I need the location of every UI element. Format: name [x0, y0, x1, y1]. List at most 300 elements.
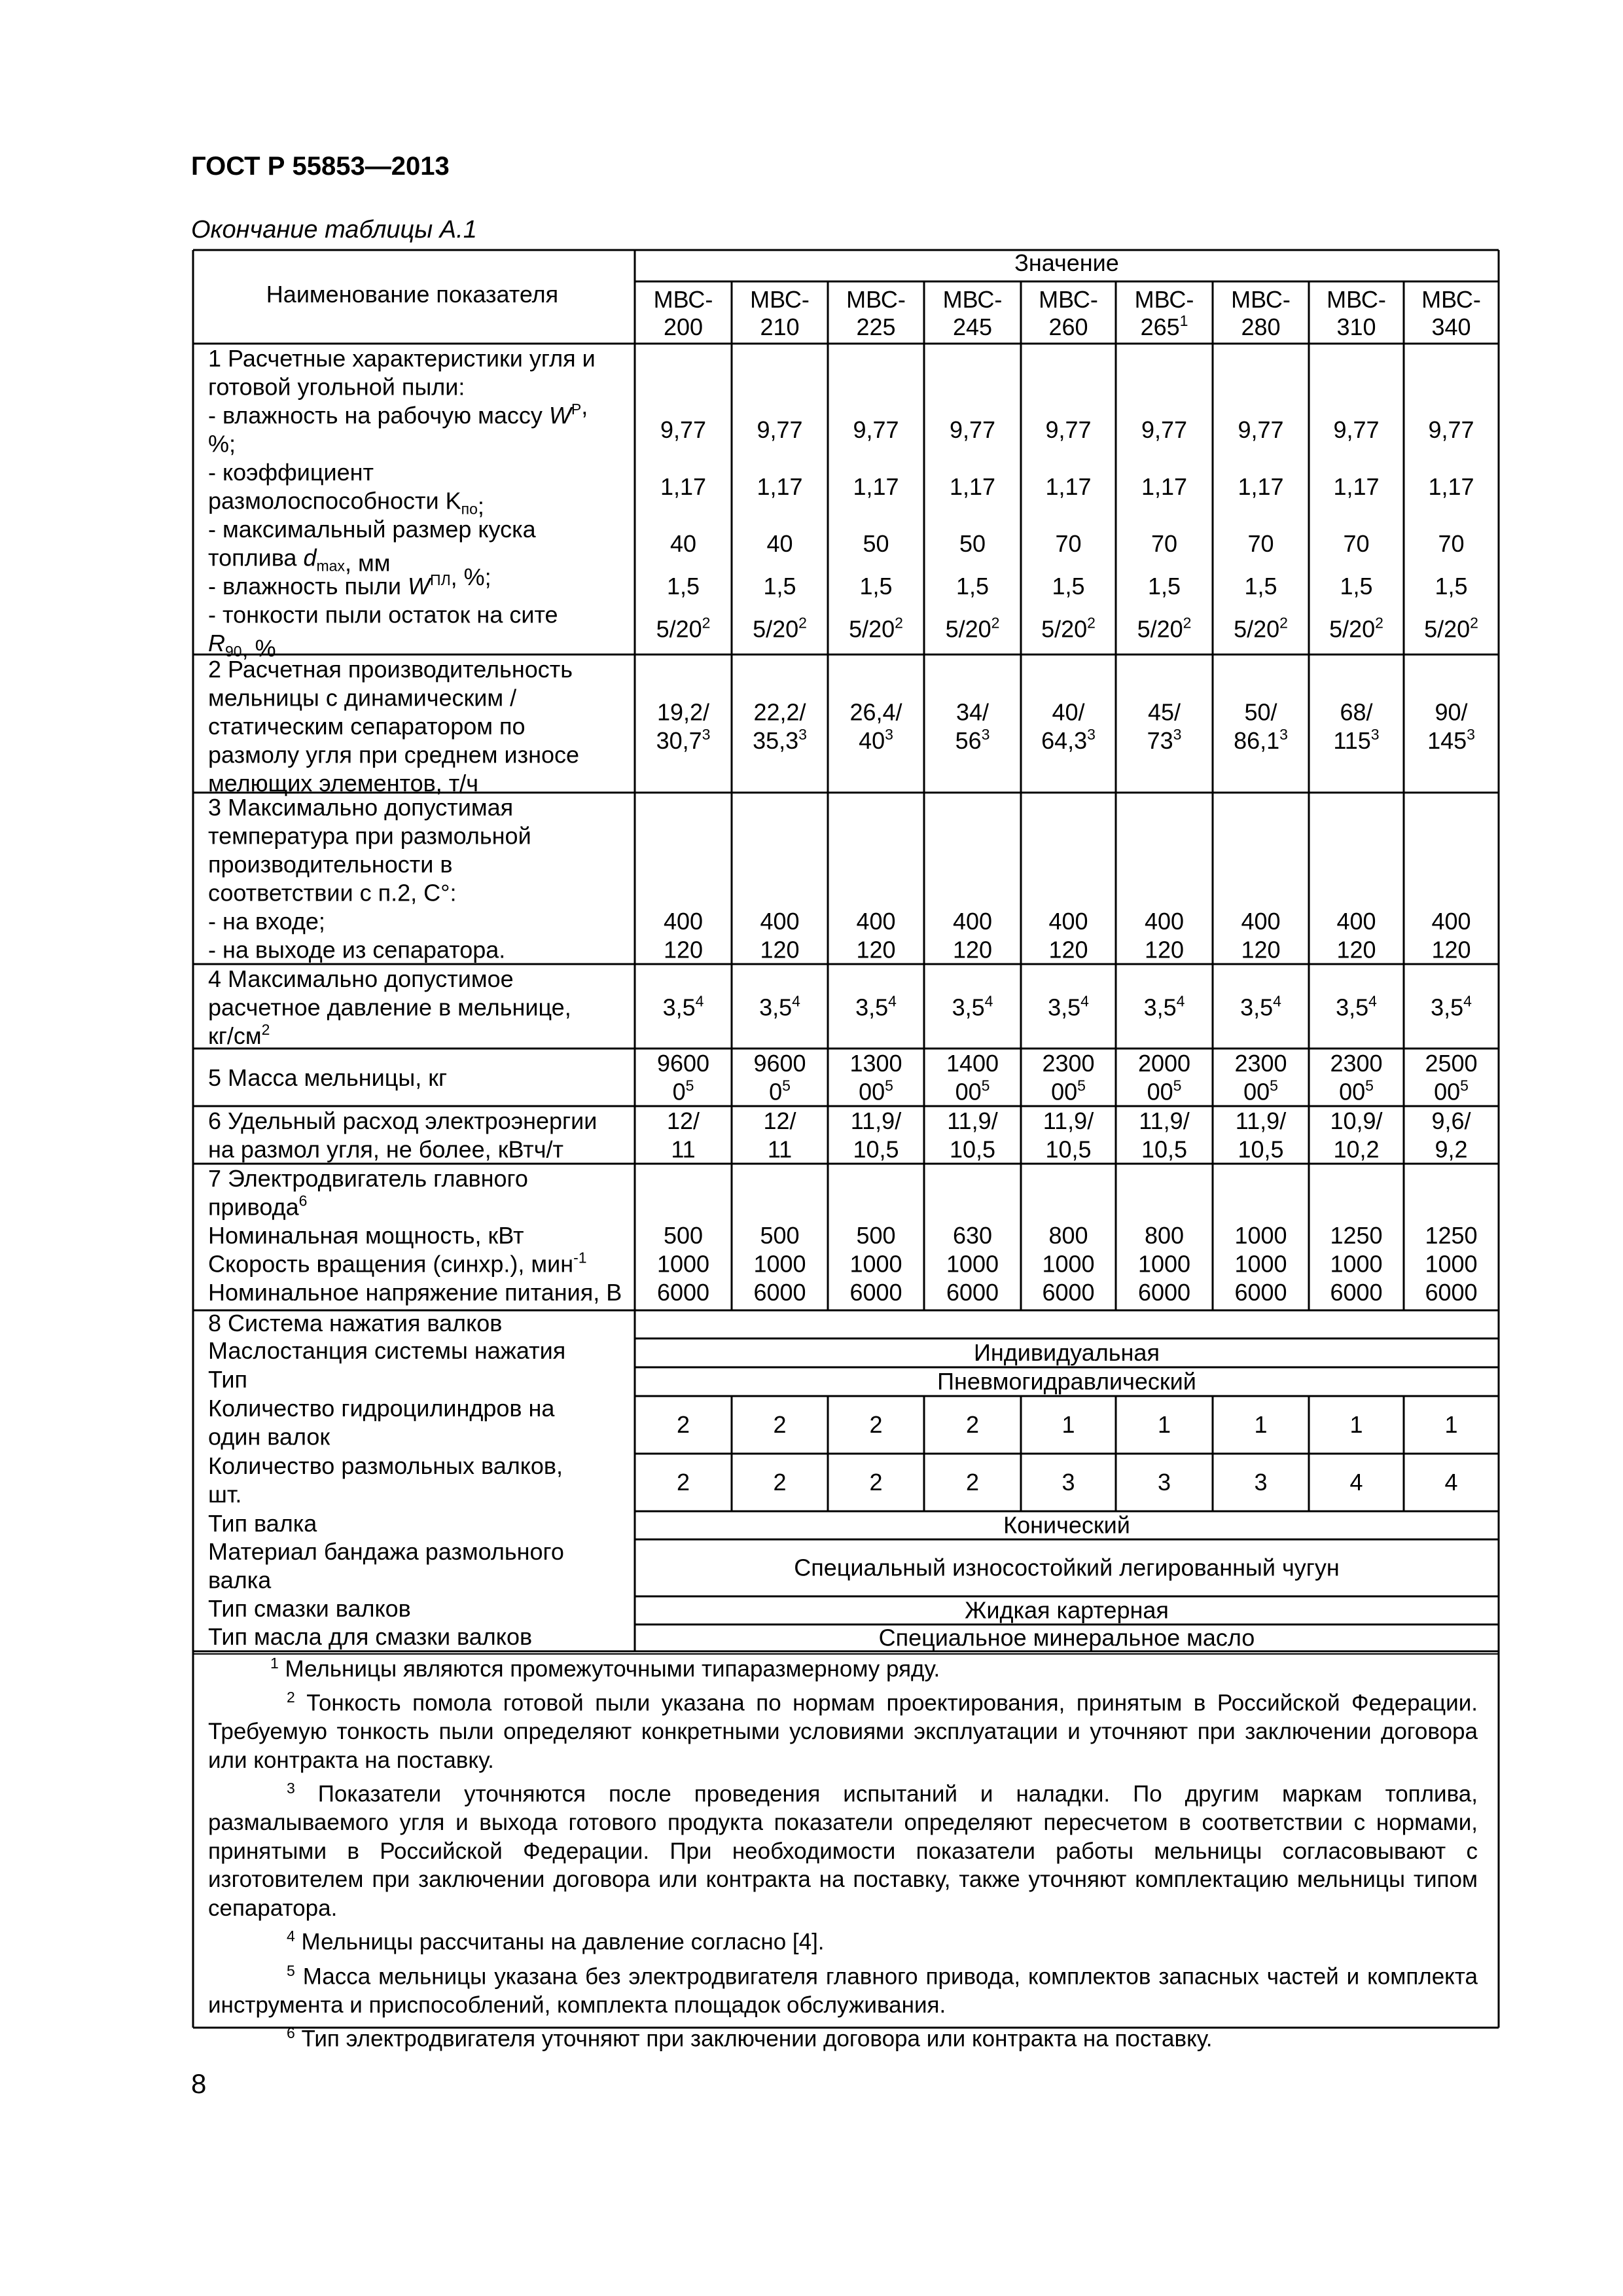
value-cell: 2 — [676, 1411, 690, 1438]
model-header-number: 340 — [1431, 314, 1471, 340]
model-header-number: 245 — [952, 314, 993, 340]
value-cell: 6000 — [1330, 1279, 1383, 1306]
label-fragment: 1 Расчетные характеристики угля и — [208, 345, 596, 372]
row-label-line — [208, 516, 537, 543]
value-cell: 6000 — [1425, 1279, 1478, 1306]
value-cell: $3,5^4$ — [759, 992, 800, 1021]
row-label-line — [208, 823, 531, 850]
value-cell: $40^3$ — [859, 725, 893, 754]
value-cell: 1000 — [753, 1250, 806, 1278]
model-header-number: 280 — [1241, 314, 1281, 340]
value-cell: 120 — [856, 936, 896, 963]
footnote-text: Масса мельницы указана без электродвигателя главного привода, комплектов запасных частей и комплекта инструмента и приспособлений, комплекта площадок обслуживания. — [208, 1964, 1478, 2018]
label-fragment: W — [408, 573, 431, 600]
label-fragment: 90 — [225, 643, 242, 660]
value-cell: 9,77 — [757, 416, 803, 443]
header-name-cell: Наименование показателя — [266, 281, 559, 308]
value-cell: 35,3$^3$ — [753, 725, 807, 754]
value-cell: $5/20^2$ — [753, 614, 807, 643]
label-fragment: , мм — [344, 549, 391, 577]
value-cell: $00^5$ — [1147, 1077, 1182, 1105]
value-cell: 400 — [663, 908, 704, 935]
value-cell: 1000 — [1330, 1250, 1383, 1278]
value-cell: 11,9/ — [947, 1107, 998, 1134]
footnote-2 — [208, 1683, 1478, 1774]
value-cell: 9,77 — [949, 416, 996, 443]
value-cell: 45/ — [1147, 698, 1181, 726]
value-cell: 120 — [952, 936, 993, 963]
value-cell: 1,17 — [949, 473, 996, 500]
value-cell: 9,77 — [1428, 416, 1474, 443]
footnote-marker: 6 — [287, 2024, 295, 2042]
value-cell: 10,2 — [1333, 1136, 1380, 1163]
footnote-3 — [208, 1774, 1478, 1922]
label-fragment: Р — [571, 401, 582, 418]
label-fragment: d — [303, 544, 317, 571]
row-label-line — [208, 345, 596, 372]
label-fragment: готовой угольной пыли: — [208, 373, 465, 401]
model-header-number: 200 — [663, 314, 704, 340]
value-cell: 2 — [965, 1469, 980, 1496]
value-cell: 4 — [1349, 1469, 1363, 1496]
value-cell: 1000 — [849, 1250, 902, 1278]
label-fragment: топлива — [208, 544, 304, 571]
value-cell: 3 — [1061, 1469, 1075, 1496]
footnotes — [208, 1649, 1478, 2053]
label-fragment: ПЛ — [430, 571, 451, 588]
value-cell: 3 — [1157, 1469, 1171, 1496]
value-cell: 9,6/ — [1431, 1107, 1471, 1134]
value-cell: 3 — [1254, 1469, 1268, 1496]
label-fragment: мельницы с динамическим / — [208, 684, 517, 711]
value-cell: $115^3$ — [1333, 725, 1380, 754]
label-fragment: Скорость вращения (синхр.), мин — [208, 1250, 574, 1278]
label-fragment: привода — [208, 1193, 299, 1221]
value-cell: 9,77 — [660, 416, 707, 443]
value-cell: 9,77 — [853, 416, 899, 443]
row-label-line — [208, 601, 558, 628]
model-header-number: 310 — [1336, 314, 1376, 340]
value-cell: 1000 — [1234, 1250, 1287, 1278]
model-header: МВС- — [750, 286, 810, 313]
row-label-line — [208, 1136, 563, 1163]
label-fragment: R — [208, 630, 225, 656]
label-fragment: , % — [241, 635, 276, 662]
value-cell: $00^5$ — [955, 1077, 990, 1105]
value-cell: 1,5 — [1052, 573, 1085, 600]
value-cell: 1,5 — [666, 573, 700, 600]
label-fragment: производительности в — [208, 851, 453, 878]
value-cell: 2300 — [1042, 1050, 1095, 1077]
value-cell: 2500 — [1425, 1050, 1478, 1077]
label-fragment: расчетное давление в мельнице, — [208, 994, 571, 1021]
footnote-marker: 1 — [270, 1655, 279, 1672]
value-cell: 630 — [952, 1222, 993, 1249]
label-fragment: %; — [208, 430, 236, 457]
footnote-6 — [208, 2019, 1478, 2053]
row-label-line — [208, 994, 571, 1021]
row-label-line — [208, 1021, 270, 1049]
value-cell: 9,77 — [1141, 416, 1188, 443]
label-fragment: статическим сепаратором по — [208, 713, 526, 740]
value-cell: $5/20^2$ — [656, 614, 711, 643]
value-cell: $3,5^4$ — [1048, 992, 1089, 1021]
value-cell: 9600 — [656, 1050, 710, 1077]
row-label-line — [208, 545, 390, 577]
label-fragment: - коэффициент — [208, 459, 374, 486]
section8-row-label: Тип — [208, 1366, 248, 1393]
header-value-cell: Значение — [1014, 249, 1119, 276]
section8-row-label: Материал бандажа размольного — [208, 1538, 564, 1565]
value-cell: 40 — [669, 529, 697, 557]
value-cell: 400 — [1048, 908, 1088, 935]
value-cell: 120 — [1048, 936, 1088, 963]
value-cell: 800 — [1144, 1222, 1185, 1249]
value-cell: 1,17 — [757, 473, 803, 500]
value-cell: 50 — [863, 529, 889, 557]
value-cell: 9,77 — [1045, 416, 1092, 443]
value-cell: 1000 — [1042, 1250, 1095, 1278]
label-fragment: температура при размольной — [208, 822, 531, 850]
row-label-line — [208, 880, 457, 906]
label-fragment: Номинальное напряжение питания, В — [208, 1279, 622, 1306]
row-label-line — [208, 937, 505, 963]
value-cell: $5/20^2$ — [1137, 614, 1192, 643]
value-cell: 2300 — [1234, 1050, 1287, 1077]
value-cell: $3,5^4$ — [855, 992, 897, 1021]
value-cell: 1 — [1157, 1411, 1171, 1438]
value-cell: 6000 — [656, 1279, 710, 1306]
section8-row-label: один валок — [208, 1423, 330, 1450]
model-header-number: $265^1$ — [1140, 312, 1188, 340]
value-cell: 10,9/ — [1330, 1107, 1383, 1134]
model-header-number: 260 — [1048, 314, 1088, 340]
label-fragment: Номинальная мощность, кВт — [208, 1222, 524, 1249]
footnote-5 — [208, 1957, 1478, 2020]
section8-row-label: Тип смазки валков — [208, 1595, 411, 1622]
label-fragment: 6 — [298, 1192, 308, 1210]
label-fragment: 4 Максимально допустимое — [208, 965, 514, 992]
table-caption: Окончание таблицы А.1 — [191, 216, 477, 243]
value-cell: 40 — [766, 529, 793, 557]
section8-row-label: Маслостанция системы нажатия — [208, 1337, 566, 1364]
value-cell: 6000 — [1234, 1279, 1287, 1306]
value-cell: 19,2/ — [656, 698, 710, 726]
value-cell: $5/20^2$ — [1041, 614, 1096, 643]
model-header-number: 225 — [856, 314, 896, 340]
value-cell: 1250 — [1425, 1222, 1478, 1249]
value-cell: 70 — [1438, 529, 1465, 557]
row-label-line — [208, 1249, 587, 1278]
value-cell: 6000 — [849, 1279, 902, 1306]
label-fragment: -1 — [573, 1249, 587, 1266]
row-label-line — [208, 794, 513, 821]
value-cell: 11,9/ — [850, 1107, 902, 1134]
merged-value-cell: Конический — [1003, 1511, 1130, 1539]
label-fragment: - влажность на рабочую массу — [208, 402, 549, 429]
row-label-line — [208, 431, 236, 457]
label-fragment: max — [316, 557, 345, 575]
label-fragment: ; — [477, 492, 484, 520]
value-cell: 120 — [760, 936, 800, 963]
value-cell: $00^5$ — [1434, 1077, 1469, 1105]
footnote-text: Мельницы являются промежуточными типаразмерному ряду. — [278, 1656, 940, 1682]
value-cell: 2 — [676, 1469, 690, 1496]
model-header-number: 210 — [760, 314, 800, 340]
value-cell: $0^5$ — [769, 1077, 791, 1105]
value-cell: 400 — [1144, 908, 1185, 935]
value-cell: 1,5 — [1340, 573, 1373, 600]
value-cell: $3,5^4$ — [1240, 992, 1281, 1021]
footnote-4 — [208, 1922, 1478, 1956]
value-cell: 6000 — [946, 1279, 999, 1306]
value-cell: 400 — [1241, 908, 1281, 935]
label-fragment: 7 Электродвигатель главного — [208, 1165, 528, 1192]
label-fragment: - влажность пыли — [208, 573, 408, 600]
section8-row-label: шт. — [208, 1480, 242, 1508]
footnote-text: Тип электродвигателя уточняют при заключении договора или контракта на поставку. — [294, 2026, 1213, 2052]
value-cell: 2 — [965, 1411, 980, 1438]
value-cell: 2000 — [1137, 1050, 1191, 1077]
value-cell: 9,77 — [1238, 416, 1284, 443]
value-cell: 30,7$^3$ — [656, 725, 711, 754]
value-cell: 2 — [773, 1411, 787, 1438]
label-fragment: , — [581, 393, 588, 420]
value-cell: $5/20^2$ — [945, 614, 1000, 643]
value-cell: 64,3$^3$ — [1041, 725, 1096, 754]
row-label-line — [208, 656, 573, 683]
value-cell: 400 — [760, 908, 800, 935]
row-label-line — [208, 851, 453, 878]
section8-title: 8 Система нажатия валков — [208, 1310, 503, 1336]
label-fragment: размолу угля при среднем износе — [208, 741, 580, 768]
value-cell: 120 — [1431, 936, 1471, 963]
value-cell: 12/ — [763, 1107, 796, 1134]
row-label-line — [208, 713, 526, 740]
merged-value-cell: Жидкая картерная — [965, 1596, 1169, 1624]
value-cell: 22,2/ — [753, 698, 806, 726]
value-cell: 10,5 — [1045, 1136, 1092, 1163]
value-cell: 10,5 — [853, 1136, 899, 1163]
value-cell: 6000 — [753, 1279, 806, 1306]
row-label-line — [208, 742, 579, 768]
value-cell: 26,4/ — [849, 698, 902, 726]
label-fragment: - на входе; — [208, 908, 325, 935]
value-cell: 1,5 — [1244, 573, 1277, 600]
value-cell: $00^5$ — [1051, 1077, 1086, 1105]
row-label-line — [208, 908, 325, 935]
value-cell: 11 — [671, 1136, 696, 1163]
value-cell: 70 — [1055, 529, 1082, 557]
model-header: МВС- — [653, 286, 713, 313]
value-cell: 10,5 — [1141, 1136, 1188, 1163]
value-cell: 9,2 — [1435, 1136, 1468, 1163]
value-cell: 4 — [1444, 1469, 1458, 1496]
label-fragment: мелющих элементов, т/ч — [208, 770, 479, 797]
model-header: МВС- — [1421, 286, 1481, 313]
section8-row-label: Тип масла для смазки валков — [208, 1623, 533, 1650]
label-fragment: 5 Масса мельницы, кг — [208, 1064, 448, 1091]
section8-row-label: Количество размольных валков, — [208, 1452, 563, 1479]
value-cell: $00^5$ — [1339, 1077, 1374, 1105]
value-cell: 50 — [959, 529, 986, 557]
row-label-line — [208, 1279, 622, 1306]
value-cell: 1250 — [1330, 1222, 1383, 1249]
value-cell: 70 — [1247, 529, 1274, 557]
value-cell: 1,17 — [1141, 473, 1188, 500]
value-cell: $00^5$ — [859, 1077, 893, 1105]
label-fragment: , %; — [450, 564, 491, 590]
merged-value-cell: Индивидуальная — [974, 1339, 1160, 1366]
value-cell: 2 — [869, 1469, 883, 1496]
value-cell: 6000 — [1137, 1279, 1191, 1306]
value-cell: $00^5$ — [1243, 1077, 1278, 1105]
value-cell: $3,5^4$ — [952, 992, 993, 1021]
section8-row-label: Тип валка — [208, 1510, 317, 1537]
value-cell: 1,5 — [955, 573, 990, 600]
value-cell: 34/ — [955, 698, 990, 726]
label-fragment: соответствии с п.2, С°: — [208, 879, 457, 906]
value-cell: $56^3$ — [955, 725, 990, 754]
label-fragment: 2 — [261, 1021, 270, 1038]
model-header: МВС- — [1327, 286, 1386, 313]
value-cell: 400 — [1336, 908, 1376, 935]
value-cell: 86,1$^3$ — [1234, 725, 1288, 754]
value-cell: 11 — [767, 1136, 793, 1163]
value-cell: 10,5 — [949, 1136, 996, 1163]
value-cell: $73^3$ — [1147, 725, 1182, 754]
value-cell: 10,5 — [1238, 1136, 1284, 1163]
page-number: 8 — [191, 2068, 207, 2099]
value-cell: 1,5 — [1147, 573, 1181, 600]
value-cell: 12/ — [666, 1107, 700, 1134]
row-label-line — [208, 965, 514, 992]
model-header: МВС- — [1134, 286, 1194, 313]
value-cell: 2 — [773, 1469, 787, 1496]
model-header: МВС- — [1039, 286, 1098, 313]
value-cell: 1,17 — [1238, 473, 1284, 500]
model-header: МВС- — [942, 286, 1003, 313]
value-cell: 1400 — [946, 1050, 999, 1077]
footnote-1 — [208, 1649, 1478, 1683]
row-label-line — [208, 1222, 524, 1249]
value-cell: 1,17 — [853, 473, 899, 500]
value-cell: 1000 — [1425, 1250, 1478, 1278]
label-fragment: - максимальный размер куска — [208, 516, 536, 543]
value-cell: $0^5$ — [672, 1077, 694, 1105]
value-cell: 1,5 — [763, 573, 796, 600]
merged-value-cell: Специальный износостойкий легированный чугун — [794, 1554, 1340, 1581]
footnote-text: Показатели уточняются после проведения испытаний и наладки. По другим маркам топлива, размалываемого угля и выхода готового продукта показатели определяют пересчетом в соответствии с нормами, принятыми в Российской Федерации. При необходимости показатели работы мельницы согласовывают с изготовителем при заключении договора или контракта на поставку, также уточняют комплектацию мельницы типом сепаратора. — [208, 1781, 1478, 1921]
row-label-line — [208, 1107, 597, 1134]
footnote-marker: 5 — [287, 1962, 295, 1979]
value-cell: $5/20^2$ — [849, 614, 903, 643]
value-cell: 120 — [1241, 936, 1281, 963]
footnote-marker: 3 — [287, 1780, 295, 1797]
value-cell: 6000 — [1042, 1279, 1095, 1306]
label-fragment: 6 Удельный расход электроэнергии — [208, 1107, 597, 1134]
value-cell: 1,17 — [1428, 473, 1474, 500]
label-fragment: кг/см — [208, 1022, 262, 1049]
model-header: МВС- — [846, 286, 906, 313]
value-cell: $5/20^2$ — [1234, 614, 1288, 643]
value-cell: 2300 — [1330, 1050, 1383, 1077]
value-cell: 1000 — [946, 1250, 999, 1278]
value-cell: 2 — [869, 1411, 883, 1438]
value-cell: 1,5 — [859, 573, 893, 600]
value-cell: $5/20^2$ — [1424, 614, 1478, 643]
value-cell: 1 — [1254, 1411, 1268, 1438]
value-cell: 11,9/ — [1139, 1107, 1190, 1134]
value-cell: $3,5^4$ — [1431, 992, 1472, 1021]
value-cell: 1 — [1349, 1411, 1363, 1438]
value-cell: 500 — [760, 1222, 800, 1249]
value-cell: 400 — [1431, 908, 1471, 935]
label-fragment: - на выходе из сепаратора. — [208, 936, 506, 963]
value-cell: 120 — [1336, 936, 1376, 963]
value-cell: 9600 — [753, 1050, 806, 1077]
label-fragment: по — [461, 500, 478, 518]
row-label-line — [208, 1064, 447, 1091]
value-cell: 120 — [663, 936, 704, 963]
row-label-line — [208, 459, 374, 486]
row-label-line — [208, 488, 484, 520]
value-cell: 400 — [952, 908, 993, 935]
row-label-line — [208, 1165, 528, 1192]
label-fragment: 3 Максимально допустимая — [208, 794, 514, 821]
value-cell: 70 — [1343, 529, 1370, 557]
section8-row-label: Количество гидроцилиндров на — [208, 1395, 555, 1422]
value-cell: 1,17 — [1045, 473, 1092, 500]
footnote-marker: 2 — [287, 1689, 295, 1706]
value-cell: 1 — [1061, 1411, 1075, 1438]
label-fragment: - тонкости пыли остаток на сите — [208, 601, 558, 628]
value-cell: 500 — [856, 1222, 896, 1249]
section8-row-label: валка — [208, 1566, 272, 1594]
footnote-text: Тонкость помола готовой пыли указана по нормам проектирования, принятым в Российской Федерации. Требуемую тонкость пыли определяют конкретными условиями эксплуатации и уточняют при заключении договора или контракта на поставку. — [208, 1690, 1478, 1773]
value-cell: 800 — [1048, 1222, 1088, 1249]
row-label-line — [208, 374, 465, 401]
label-fragment: размолоспособности K — [208, 487, 461, 514]
document-header: ГОСТ Р 55853—2013 — [191, 152, 450, 181]
footnote-marker: 4 — [287, 1928, 295, 1945]
value-cell: 68/ — [1340, 698, 1373, 726]
row-label-line — [208, 1193, 307, 1221]
value-cell: 120 — [1144, 936, 1185, 963]
value-cell: 1,17 — [1333, 473, 1380, 500]
merged-value-cell: Специальное минеральное масло — [878, 1624, 1255, 1651]
value-cell: $3,5^4$ — [1143, 992, 1185, 1021]
row-label-line — [208, 685, 516, 711]
value-cell: 1300 — [849, 1050, 902, 1077]
value-cell: 90/ — [1435, 698, 1468, 726]
value-cell: 400 — [856, 908, 896, 935]
value-cell: $5/20^2$ — [1329, 614, 1383, 643]
value-cell: $145^3$ — [1427, 725, 1475, 754]
label-fragment: на размол угля, не более, кВтч/т — [208, 1136, 563, 1163]
value-cell: 1000 — [1234, 1222, 1287, 1249]
value-cell: 1,17 — [660, 473, 707, 500]
value-cell: 1 — [1444, 1411, 1458, 1438]
model-header: МВС- — [1231, 286, 1291, 313]
value-cell: 1,5 — [1435, 573, 1468, 600]
value-cell: 11,9/ — [1043, 1107, 1094, 1134]
footnote-text: Мельницы рассчитаны на давление согласно [4]. — [294, 1929, 825, 1956]
merged-value-cell: Пневмогидравлический — [937, 1368, 1196, 1395]
label-fragment: W — [548, 402, 571, 429]
value-cell: 500 — [663, 1222, 704, 1249]
value-cell: 50/ — [1244, 698, 1277, 726]
